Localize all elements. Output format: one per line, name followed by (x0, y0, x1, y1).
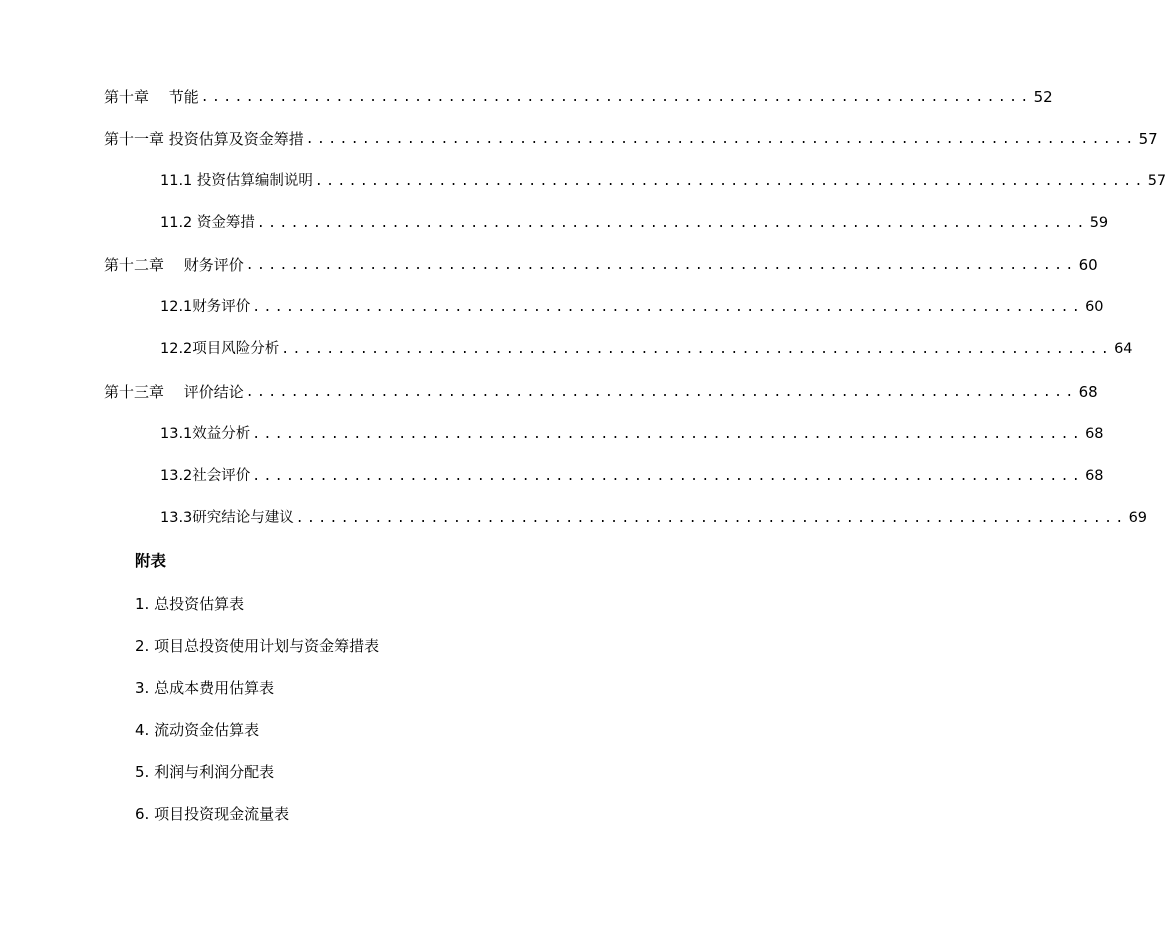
toc-entry-page: 64 (1114, 341, 1133, 357)
dot-leader: .......................................................................... (252, 469, 1084, 484)
toc-entry-page: 69 (1128, 510, 1148, 526)
dot-leader: .......................................................................... (305, 132, 1137, 147)
toc-entry-12-1[interactable] (160, 296, 1104, 318)
appendix-item: 3. 总成本费用估算表 (135, 679, 275, 697)
appendix-item: 5. 利润与利润分配表 (135, 763, 275, 781)
dot-leader: .......................................................................... (314, 174, 1146, 189)
toc-entry-page: 52 (1033, 88, 1053, 106)
toc-entry-title: 第十一章 投资估算及资金筹措 (104, 130, 304, 148)
toc-entry-title: 13.1效益分析 (160, 426, 251, 442)
dot-leader: .......................................................................... (281, 342, 1113, 357)
appendix-item: 4. 流动资金估算表 (135, 721, 260, 739)
toc-entry-page: 59 (1089, 215, 1109, 231)
toc-entry-title: 第十三章 评价结论 (104, 383, 244, 401)
toc-entry-title: 12.1财务评价 (160, 299, 251, 315)
toc-entry-page: 68 (1085, 426, 1104, 442)
toc-entry-page: 68 (1085, 468, 1104, 484)
toc-entry-title: 第十二章 财务评价 (104, 256, 244, 274)
toc-entry-page: 60 (1085, 299, 1104, 315)
toc-entry-page: 57 (1147, 173, 1166, 189)
toc-entry-title: 12.2项目风险分析 (160, 341, 280, 357)
toc-entry-title: 第十章 节能 (104, 88, 199, 106)
appendix-item: 2. 项目总投资使用计划与资金筹措表 (135, 637, 380, 655)
dot-leader: .......................................................................... (295, 511, 1127, 526)
toc-entry-page: 57 (1138, 130, 1158, 148)
dot-leader: .......................................................................... (252, 427, 1084, 442)
dot-leader: .......................................................................... (256, 216, 1088, 231)
appendix-item: 1. 总投资估算表 (135, 595, 245, 613)
appendix-heading: 附表 (135, 552, 167, 570)
toc-entry-12-2[interactable] (160, 338, 1133, 360)
toc-entry-title: 11.2 资金筹措 (160, 215, 255, 231)
toc-entry-title: 13.2社会评价 (160, 468, 251, 484)
toc-entry-13-3[interactable] (160, 507, 1148, 529)
dot-leader: .......................................................................... (200, 90, 1032, 105)
appendix-item: 6. 项目投资现金流量表 (135, 805, 290, 823)
toc-entry-chapter-11[interactable] (104, 128, 1158, 150)
toc-entry-11-1[interactable] (160, 170, 1166, 192)
dot-leader: .......................................................................... (252, 300, 1084, 315)
toc-entry-chapter-12[interactable] (104, 254, 1098, 276)
toc-entry-13-2[interactable] (160, 465, 1104, 487)
toc-entry-title: 11.1 投资估算编制说明 (160, 173, 313, 189)
dot-leader: .......................................................................... (245, 385, 1077, 400)
toc-entry-11-2[interactable] (160, 212, 1109, 234)
toc-entry-chapter-13[interactable] (104, 381, 1098, 403)
toc-entry-chapter-10[interactable] (104, 86, 1053, 108)
dot-leader: .......................................................................... (245, 258, 1077, 273)
toc-entry-page: 60 (1078, 256, 1098, 274)
toc-entry-13-1[interactable] (160, 423, 1104, 445)
toc-entry-title: 13.3研究结论与建议 (160, 510, 294, 526)
toc-entry-page: 68 (1078, 383, 1098, 401)
